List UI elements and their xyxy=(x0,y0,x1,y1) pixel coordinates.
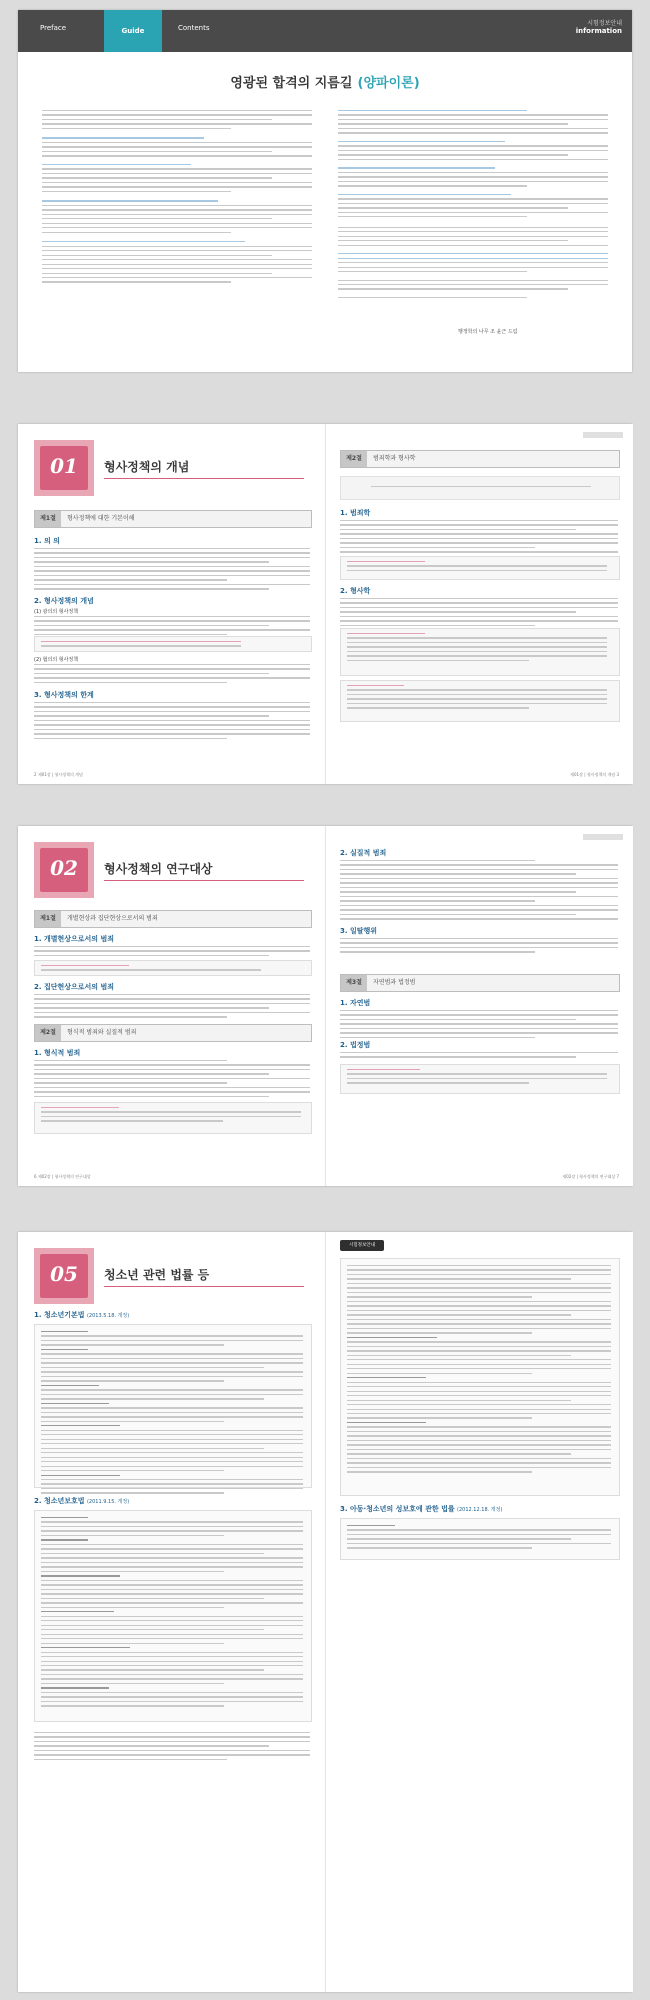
section-header xyxy=(34,1024,312,1042)
section-tag: 제2절 xyxy=(35,1025,61,1041)
note-box xyxy=(340,556,620,580)
page-mark xyxy=(583,834,623,840)
law-box-4 xyxy=(340,1518,620,1560)
heading-natural: 1. 자연범 xyxy=(340,999,371,1007)
text-block xyxy=(34,994,310,1021)
heading-child-sex xyxy=(340,1504,502,1514)
header-right-sub: information xyxy=(575,27,622,35)
section-label: 형식적 범죄와 실질적 범죄 xyxy=(67,1029,137,1036)
chapter-badge xyxy=(34,440,94,496)
note-box xyxy=(340,1064,620,1094)
page-footer-left: 6 제02장 | 형사정책의 연구대상 xyxy=(34,1174,91,1179)
chapter-title: 형사정책의 연구대상 xyxy=(104,862,213,876)
heading-child-sex-text: 3. 아동·청소년의 성보호에 관한 법률 xyxy=(340,1505,455,1513)
section-tag: 제2절 xyxy=(341,451,367,467)
spread-chapter-02 xyxy=(18,826,632,1186)
right-header-tab: 시험정보안내 xyxy=(340,1240,384,1251)
nav-guide[interactable]: Guide xyxy=(104,10,162,52)
heading-concept-a: (1) 광의의 형사정책 xyxy=(34,609,79,615)
page-right-ch2 xyxy=(325,826,633,1186)
heading-criminology: 1. 범죄학 xyxy=(340,509,371,517)
section-header xyxy=(34,510,312,528)
heading-individual: 1. 개별현상으로서의 범죄 xyxy=(34,935,115,943)
header-right-label xyxy=(576,18,622,35)
page-left-ch5 xyxy=(18,1232,325,1992)
spread-chapter-01 xyxy=(18,424,632,784)
heading-youth-protect-text: 2. 청소년보호법 xyxy=(34,1497,85,1505)
nav-preface[interactable]: Preface xyxy=(40,24,67,32)
chapter-badge xyxy=(34,1248,94,1304)
heading-substantial: 2. 실질적 범죄 xyxy=(340,849,387,857)
chapter-title: 형사정책의 개념 xyxy=(104,460,190,474)
page-left-ch1 xyxy=(18,424,325,784)
page-right-ch1 xyxy=(325,424,633,784)
section-label: 범죄학과 형사학 xyxy=(373,455,416,462)
header-right-title: 시험정보안내 xyxy=(587,20,622,27)
heading-limit: 3. 형사정책의 한계 xyxy=(34,691,94,699)
heading-group: 2. 집단현상으로서의 범죄 xyxy=(34,983,115,991)
note-box xyxy=(34,960,312,976)
note-box xyxy=(34,636,312,652)
title-main: 영광된 합격의 지름길 xyxy=(230,76,353,91)
text-block xyxy=(340,520,618,560)
spread-chapter-05 xyxy=(18,1232,632,1992)
heading-youth-protect-date: (2011.9.15. 개정) xyxy=(86,1499,130,1505)
heading-meaning: 1. 의 의 xyxy=(34,537,60,545)
section-label: 형사정책에 대한 기본이해 xyxy=(67,515,135,522)
heading-youth-basic-text: 1. 청소년기본법 xyxy=(34,1311,85,1319)
text-block xyxy=(34,946,310,959)
text-block xyxy=(34,702,310,742)
chapter-number: 05 xyxy=(50,1262,78,1286)
heading-deviant: 3. 일탈행위 xyxy=(340,927,378,935)
text-block xyxy=(34,548,310,593)
heading-youth-basic xyxy=(34,1310,129,1320)
section-label: 자연범과 법정범 xyxy=(373,979,416,986)
intro-box xyxy=(340,476,620,500)
note-box xyxy=(340,628,620,676)
chapter-number: 02 xyxy=(50,856,78,880)
page-title xyxy=(18,72,632,91)
title-accent: (양파이론) xyxy=(357,76,420,91)
preface-left-text xyxy=(42,110,312,286)
page-mark xyxy=(583,432,623,438)
preface-right-text xyxy=(338,110,608,301)
heading-youth-protect xyxy=(34,1496,129,1506)
section-header-right xyxy=(340,450,620,468)
chapter-title: 청소년 관련 법률 등 xyxy=(104,1268,210,1282)
page-footer-right: 제01장 | 형사정책의 개념 3 xyxy=(570,772,619,777)
note-box xyxy=(340,680,620,722)
section-label: 개별현상과 집단현상으로서의 범죄 xyxy=(67,915,158,922)
signature: 행정학의 나무 조 윤근 드림 xyxy=(458,329,518,335)
text-block xyxy=(34,1060,310,1100)
text-block xyxy=(34,1732,310,1763)
heading-penology: 2. 형사학 xyxy=(340,587,371,595)
note-box xyxy=(34,1102,312,1134)
page-left-ch2 xyxy=(18,826,325,1186)
heading-concept: 2. 형사정책의 개념 xyxy=(34,597,94,605)
section-tag: 제3절 xyxy=(341,975,367,991)
section-tag: 제1절 xyxy=(35,911,61,927)
page-footer-right: 제02장 | 형사정책의 연구대상 7 xyxy=(562,1174,619,1179)
nav-contents[interactable]: Contents xyxy=(178,24,210,32)
heading-statutory: 2. 법정범 xyxy=(340,1041,371,1049)
text-block xyxy=(340,1052,618,1061)
text-block xyxy=(340,860,618,923)
text-block xyxy=(340,598,618,629)
law-box-2 xyxy=(34,1510,312,1722)
law-box-1 xyxy=(34,1324,312,1488)
heading-youth-basic-date: (2013.5.18. 개정) xyxy=(86,1313,130,1319)
page-footer-left: 2 제01장 | 형사정책의 개념 xyxy=(34,772,83,777)
text-block xyxy=(340,1010,618,1041)
text-block xyxy=(340,938,618,956)
section-header-right xyxy=(340,974,620,992)
section-header xyxy=(34,910,312,928)
law-box-3 xyxy=(340,1258,620,1496)
heading-child-sex-date: (2012.12.18. 개정) xyxy=(457,1507,503,1513)
chapter-number: 01 xyxy=(50,454,78,478)
text-block xyxy=(34,664,310,686)
page-right-ch5 xyxy=(325,1232,633,1992)
spread-preface xyxy=(18,10,632,372)
chapter-badge xyxy=(34,842,94,898)
heading-concept-b: (2) 협의의 형사정책 xyxy=(34,657,79,663)
section-tag: 제1절 xyxy=(35,511,61,527)
heading-formal: 1. 형식적 범죄 xyxy=(34,1049,81,1057)
